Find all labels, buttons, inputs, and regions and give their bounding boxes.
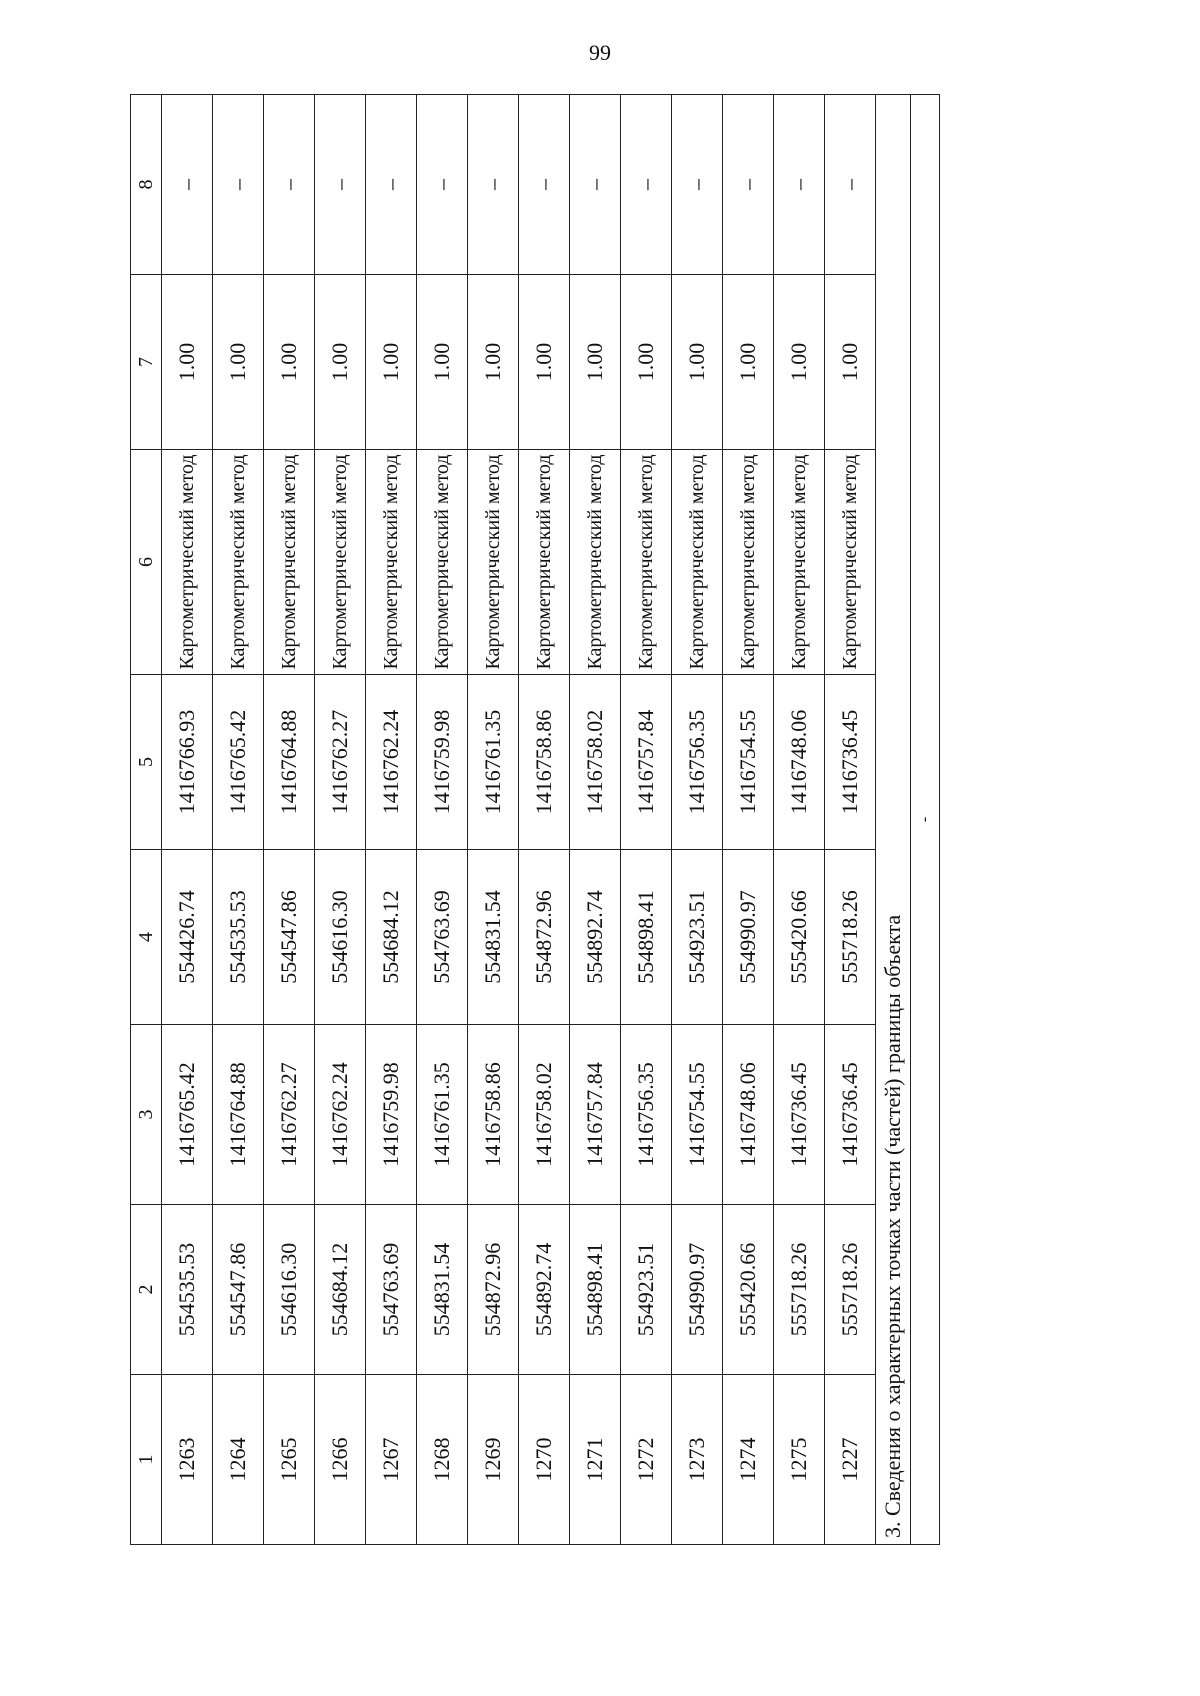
table-cell: 554763.69 <box>417 850 468 1025</box>
table-cell: – <box>213 95 264 275</box>
table-cell: 1416756.35 <box>621 1025 672 1205</box>
table-cell: 1.00 <box>774 275 825 450</box>
table-cell: 1.00 <box>417 275 468 450</box>
table-cell: 1416764.88 <box>264 675 315 850</box>
method-cell: Картометрический метод <box>213 450 264 675</box>
table-cell: 1.00 <box>366 275 417 450</box>
table-cell: 1.00 <box>315 275 366 450</box>
table-cell: 1416765.42 <box>213 675 264 850</box>
table-row <box>519 95 570 1545</box>
method-cell: Картометрический метод <box>519 450 570 675</box>
method-cell: Картометрический метод <box>774 450 825 675</box>
table-cell: – <box>621 95 672 275</box>
table-cell: 1416758.02 <box>519 1025 570 1205</box>
table-row <box>213 95 264 1545</box>
table-cell: 554892.74 <box>519 1205 570 1375</box>
table-cell: 1268 <box>417 1375 468 1545</box>
table-cell: 1.00 <box>213 275 264 450</box>
table-cell: 1.00 <box>825 275 876 450</box>
table-cell: 1416758.02 <box>570 675 621 850</box>
table-cell: 554547.86 <box>264 850 315 1025</box>
method-cell: Картометрический метод <box>366 450 417 675</box>
table-cell: 1416756.35 <box>672 675 723 850</box>
table-cell: 554684.12 <box>315 1205 366 1375</box>
table-cell: 1416761.35 <box>468 675 519 850</box>
table-cell: 1416757.84 <box>621 675 672 850</box>
table-cell: – <box>723 95 774 275</box>
table-cell: 1.00 <box>672 275 723 450</box>
table-cell: 1416766.93 <box>162 675 213 850</box>
table-cell: 554923.51 <box>672 850 723 1025</box>
table-cell: – <box>366 95 417 275</box>
table-cell: 1274 <box>723 1375 774 1545</box>
table-cell: 1416762.27 <box>315 675 366 850</box>
table-cell: 1.00 <box>723 275 774 450</box>
table-cell: 554892.74 <box>570 850 621 1025</box>
page-number: 99 <box>589 40 611 65</box>
table-row <box>621 95 672 1545</box>
table-cell: 555420.66 <box>774 850 825 1025</box>
method-cell: Картометрический метод <box>570 450 621 675</box>
header-row <box>131 95 162 1545</box>
table-cell: 1272 <box>621 1375 672 1545</box>
section-value-row <box>911 95 940 1545</box>
table-cell: 554872.96 <box>468 1205 519 1375</box>
table-cell: 554831.54 <box>417 1205 468 1375</box>
table-cell: 554898.41 <box>570 1205 621 1375</box>
table-cell: 1416761.35 <box>417 1025 468 1205</box>
table-cell: 1416736.45 <box>825 675 876 850</box>
table-cell: – <box>468 95 519 275</box>
table-row <box>264 95 315 1545</box>
table-row <box>774 95 825 1545</box>
header-cell: 4 <box>131 850 162 1025</box>
table-cell: 554426.74 <box>162 850 213 1025</box>
method-cell: Картометрический метод <box>825 450 876 675</box>
table-row <box>723 95 774 1545</box>
table-cell: 1416758.86 <box>519 675 570 850</box>
table-cell: – <box>315 95 366 275</box>
table-cell: 1.00 <box>468 275 519 450</box>
table-cell: 1273 <box>672 1375 723 1545</box>
table-cell: 554898.41 <box>621 850 672 1025</box>
method-cell: Картометрический метод <box>468 450 519 675</box>
table-row <box>825 95 876 1545</box>
header-cell: 2 <box>131 1205 162 1375</box>
table-cell: 1275 <box>774 1375 825 1545</box>
table-row <box>468 95 519 1545</box>
table-row <box>315 95 366 1545</box>
table-cell: 1416754.55 <box>672 1025 723 1205</box>
method-cell: Картометрический метод <box>723 450 774 675</box>
table-cell: 1.00 <box>570 275 621 450</box>
method-cell: Картометрический метод <box>672 450 723 675</box>
table-cell: 554616.30 <box>264 1205 315 1375</box>
method-cell: Картометрический метод <box>162 450 213 675</box>
table-cell: 555718.26 <box>825 1205 876 1375</box>
table-cell: 1416754.55 <box>723 675 774 850</box>
table-cell: 554763.69 <box>366 1205 417 1375</box>
table-cell: 1269 <box>468 1375 519 1545</box>
table-cell: 555420.66 <box>723 1205 774 1375</box>
table-cell: 1416762.27 <box>264 1025 315 1205</box>
table-cell: 554547.86 <box>213 1205 264 1375</box>
table-cell: 1263 <box>162 1375 213 1545</box>
table-cell: 1416762.24 <box>315 1025 366 1205</box>
table-row <box>366 95 417 1545</box>
method-cell: Картометрический метод <box>264 450 315 675</box>
table-row <box>570 95 621 1545</box>
table-cell: 554990.97 <box>723 850 774 1025</box>
table-cell: 554990.97 <box>672 1205 723 1375</box>
table-cell: 554535.53 <box>213 850 264 1025</box>
table-cell: 1270 <box>519 1375 570 1545</box>
table-cell: 1271 <box>570 1375 621 1545</box>
table-cell: 555718.26 <box>774 1205 825 1375</box>
method-cell: Картометрический метод <box>315 450 366 675</box>
section-row <box>876 95 911 1545</box>
table-cell: 554923.51 <box>621 1205 672 1375</box>
table-cell: 1416762.24 <box>366 675 417 850</box>
table-cell: 1266 <box>315 1375 366 1545</box>
table-cell: 1416764.88 <box>213 1025 264 1205</box>
table-row <box>162 95 213 1545</box>
coordinates-table <box>130 94 940 1545</box>
table-cell: – <box>774 95 825 275</box>
method-cell: Картометрический метод <box>621 450 672 675</box>
table-cell: 554872.96 <box>519 850 570 1025</box>
header-cell: 7 <box>131 275 162 450</box>
table-cell: – <box>519 95 570 275</box>
table-cell: 1416757.84 <box>570 1025 621 1205</box>
table-cell: 1416759.98 <box>417 675 468 850</box>
table-cell: 1416765.42 <box>162 1025 213 1205</box>
table-cell: – <box>672 95 723 275</box>
table-cell: 554684.12 <box>366 850 417 1025</box>
table-cell: 1416748.06 <box>774 675 825 850</box>
table-cell: 1267 <box>366 1375 417 1545</box>
table-cell: 554831.54 <box>468 850 519 1025</box>
table-cell: 1265 <box>264 1375 315 1545</box>
section-value: - <box>911 95 940 1545</box>
header-cell: 8 <box>131 95 162 275</box>
header-cell: 5 <box>131 675 162 850</box>
table-cell: 1264 <box>213 1375 264 1545</box>
table-cell: 1416758.86 <box>468 1025 519 1205</box>
table-cell: 1416748.06 <box>723 1025 774 1205</box>
table-cell: 1227 <box>825 1375 876 1545</box>
table-cell: 1416759.98 <box>366 1025 417 1205</box>
table-cell: 554616.30 <box>315 850 366 1025</box>
header-cell: 6 <box>131 450 162 675</box>
table-cell: 554535.53 <box>162 1205 213 1375</box>
table-cell: – <box>264 95 315 275</box>
table-cell: 1416736.45 <box>774 1025 825 1205</box>
table-cell: 1.00 <box>621 275 672 450</box>
header-cell: 3 <box>131 1025 162 1205</box>
rotated-content <box>130 95 933 1545</box>
table-cell: 1.00 <box>162 275 213 450</box>
table-cell: – <box>570 95 621 275</box>
table-cell: – <box>417 95 468 275</box>
table-cell: 1416736.45 <box>825 1025 876 1205</box>
header-cell: 1 <box>131 1375 162 1545</box>
table-cell: 555718.26 <box>825 850 876 1025</box>
table-cell: – <box>162 95 213 275</box>
table-cell: – <box>825 95 876 275</box>
table-cell: 1.00 <box>519 275 570 450</box>
section-title: 3. Сведения о характерных точках части (частей) границы объекта <box>876 95 911 1545</box>
table-row <box>417 95 468 1545</box>
table-row <box>672 95 723 1545</box>
method-cell: Картометрический метод <box>417 450 468 675</box>
table-cell: 1.00 <box>264 275 315 450</box>
